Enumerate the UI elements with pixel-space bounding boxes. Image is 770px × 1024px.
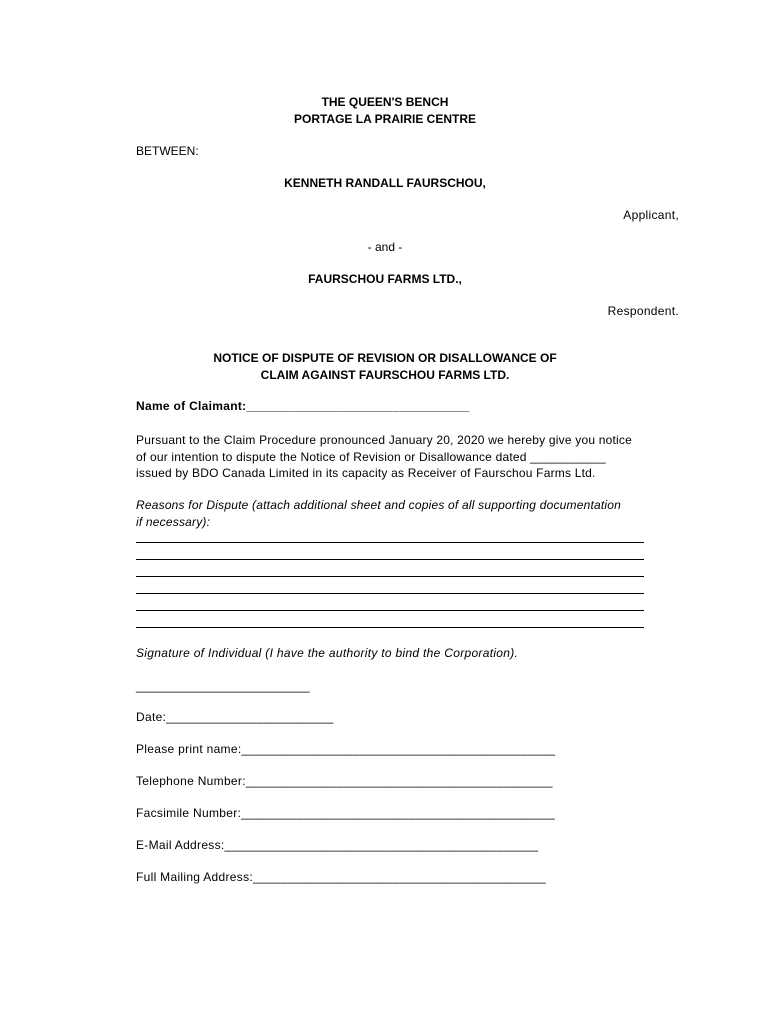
respondent-name: FAURSCHOU FARMS LTD., — [308, 272, 462, 286]
reasons-blank-line-3[interactable] — [136, 576, 644, 577]
email-field[interactable]: E-Mail Address:_____________________________________________ — [136, 838, 539, 852]
reasons-blank-line-4[interactable] — [136, 593, 644, 594]
applicant-name: KENNETH RANDALL FAURSCHOU, — [284, 176, 486, 190]
reasons-line-1: Reasons for Dispute (attach additional sheet and copies of all supporting documentation — [136, 498, 622, 512]
reasons-blank-line-5[interactable] — [136, 610, 644, 611]
reasons-line-2: if necessary): — [136, 514, 211, 529]
and-separator: - and - — [367, 240, 403, 254]
body-line-2[interactable]: of our intention to dispute the Notice of Revision or Disallowance dated ___________ — [136, 449, 606, 464]
reasons-blank-line-2[interactable] — [136, 559, 644, 560]
body-line-3: issued by BDO Canada Limited in its capacity as Receiver of Faurschou Farms Ltd. — [136, 466, 596, 480]
print-name-field[interactable]: Please print name:_____________________________________________ — [136, 742, 556, 756]
reasons-paragraph — [136, 497, 681, 530]
reasons-blank-line-6[interactable] — [136, 627, 644, 628]
applicant-role: Applicant, — [623, 208, 679, 222]
mailing-address-field[interactable]: Full Mailing Address:__________________________________________ — [136, 870, 546, 884]
facsimile-field[interactable]: Facsimile Number:_____________________________________________ — [136, 806, 555, 820]
reasons-blank-line-1[interactable] — [136, 542, 644, 543]
respondent-role: Respondent. — [607, 304, 679, 318]
body-paragraph — [136, 432, 681, 482]
date-field[interactable]: Date:________________________ — [136, 710, 334, 724]
notice-title-line-2: CLAIM AGAINST FAURSCHOU FARMS LTD. — [260, 368, 510, 382]
signature-blank[interactable]: __________________________ — [136, 679, 310, 693]
signature-label: Signature of Individual (I have the authority to bind the Corporation). — [136, 646, 519, 660]
telephone-field[interactable]: Telephone Number:____________________________________________ — [136, 774, 553, 788]
court-name: THE QUEEN'S BENCH — [321, 95, 449, 109]
notice-title-line-1: NOTICE OF DISPUTE OF REVISION OR DISALLOWANCE OF — [213, 351, 557, 365]
body-line-1: Pursuant to the Claim Procedure pronounced January 20, 2020 we hereby give you notice — [136, 433, 632, 447]
claimant-name-field[interactable]: Name of Claimant:________________________________ — [136, 399, 470, 413]
between-label: BETWEEN: — [136, 144, 199, 158]
court-centre: PORTAGE LA PRAIRIE CENTRE — [293, 112, 476, 126]
